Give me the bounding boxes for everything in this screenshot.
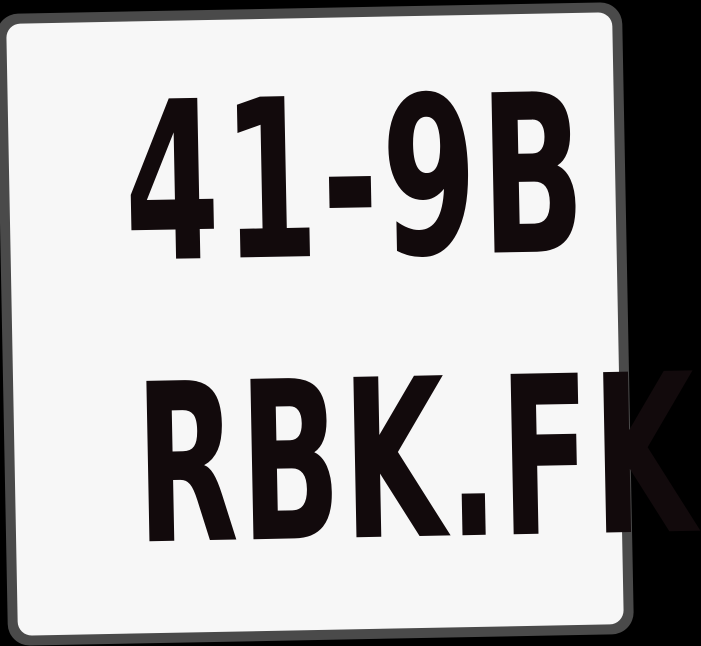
plate-face [6,12,700,636]
plate-line-1: 41-9B [121,46,591,312]
plate-line-2: RBK.FK [133,326,700,594]
license-plate [0,2,700,646]
